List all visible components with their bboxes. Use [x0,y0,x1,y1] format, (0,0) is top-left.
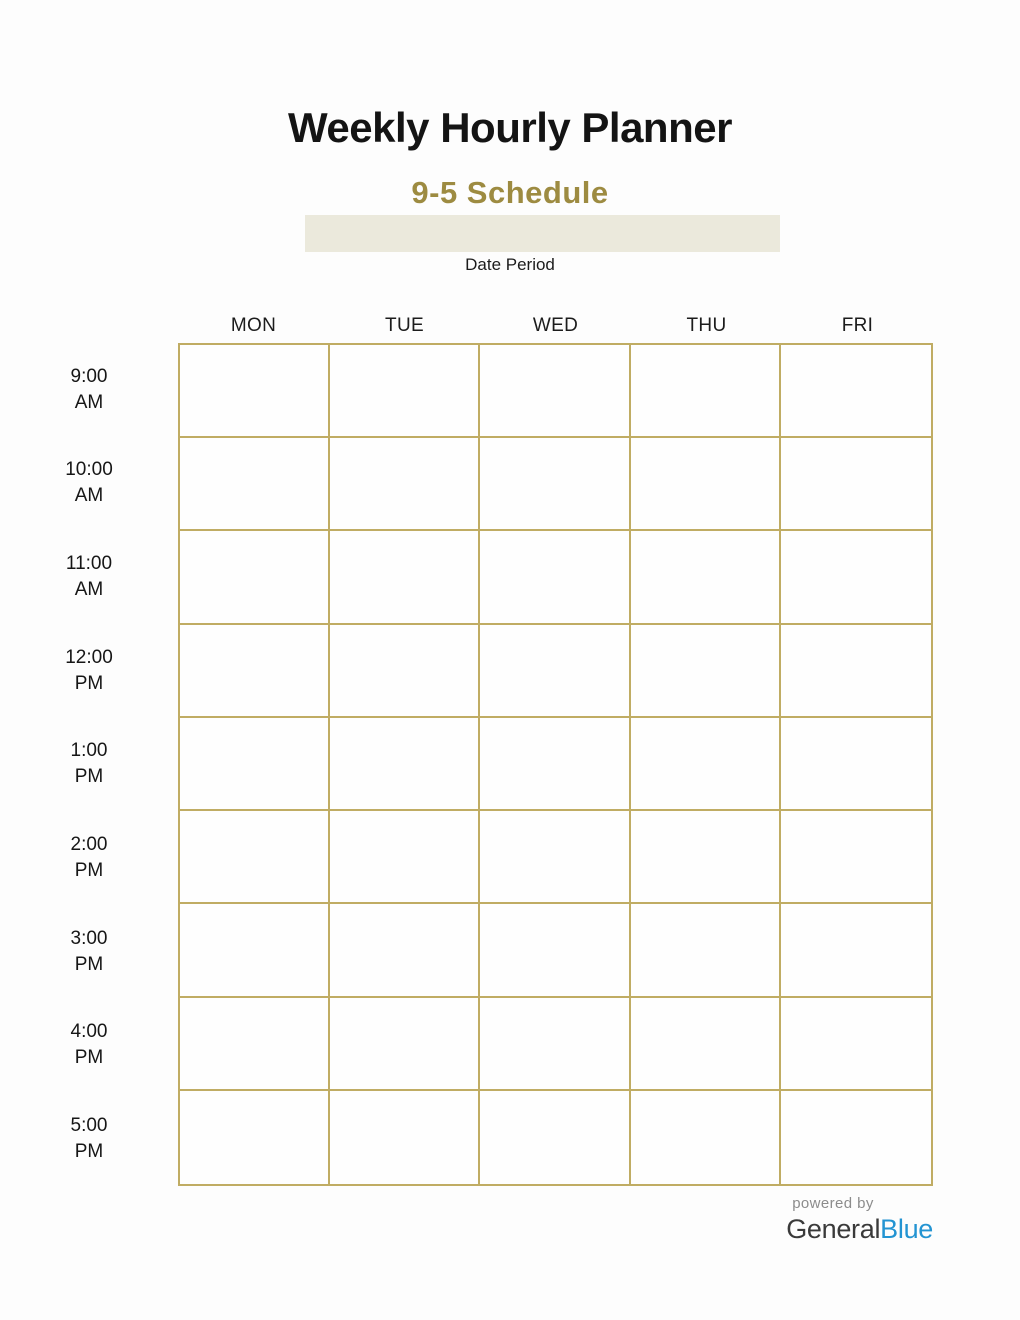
day-header-fri: FRI [841,315,874,336]
grid-cell[interactable] [631,625,781,718]
grid-cell[interactable] [781,904,931,997]
grid-cell[interactable] [330,438,480,531]
grid-cell[interactable] [781,438,931,531]
grid-cell[interactable] [781,531,931,624]
grid-cell[interactable] [480,345,630,438]
day-header-wed: WED [532,315,579,336]
grid-cell[interactable] [330,625,480,718]
grid-cell[interactable] [480,438,630,531]
grid-cell[interactable] [330,718,480,811]
grid-cell[interactable] [180,904,330,997]
grid-cell[interactable] [180,718,330,811]
grid-cell[interactable] [781,718,931,811]
page-title: Weekly Hourly Planner [288,104,732,152]
grid-cell[interactable] [781,811,931,904]
grid-cell[interactable] [180,438,330,531]
grid-cell[interactable] [180,998,330,1091]
grid-cell[interactable] [480,998,630,1091]
time-label-10am: 10:00 AM [65,459,113,507]
day-header-row [178,315,933,337]
brand-general-text: General [786,1214,881,1244]
time-label-2pm: 2:00 PM [70,834,108,882]
time-label-12pm: 12:00 PM [65,646,113,694]
grid-cell[interactable] [180,531,330,624]
grid-cell[interactable] [480,625,630,718]
time-label-11am: 11:00 AM [65,553,113,601]
powered-by-text: powered by [792,1195,874,1212]
grid-cell[interactable] [480,1091,630,1184]
date-period-input[interactable] [305,215,780,252]
grid-cell[interactable] [631,904,781,997]
time-label-4pm: 4:00 PM [70,1021,108,1069]
grid-cell[interactable] [180,345,330,438]
grid-cell[interactable] [480,531,630,624]
brand-blue-text: Blue [880,1214,933,1244]
grid-cell[interactable] [180,625,330,718]
grid-cell[interactable] [631,998,781,1091]
time-label-5pm: 5:00 PM [70,1115,108,1163]
grid-cell[interactable] [480,811,630,904]
grid-cell[interactable] [330,904,480,997]
planner-grid [178,343,933,1186]
grid-cell[interactable] [631,718,781,811]
footer-branding [786,1195,933,1245]
generalblue-logo [786,1213,933,1245]
grid-cell[interactable] [480,904,630,997]
grid-cell[interactable] [480,718,630,811]
grid-cell[interactable] [631,345,781,438]
page-subtitle: 9-5 Schedule [411,174,609,210]
grid-cell[interactable] [330,811,480,904]
grid-cell[interactable] [781,345,931,438]
grid-cell[interactable] [631,438,781,531]
time-label-1pm: 1:00 PM [70,740,108,788]
grid-cell[interactable] [631,1091,781,1184]
grid-cell[interactable] [330,345,480,438]
day-header-thu: THU [686,315,727,336]
grid-cell[interactable] [330,998,480,1091]
time-label-column [0,343,178,1186]
grid-cell[interactable] [781,998,931,1091]
time-label-3pm: 3:00 PM [70,927,108,975]
grid-cell[interactable] [330,1091,480,1184]
date-period-label: Date Period [465,255,555,274]
grid-cell[interactable] [781,625,931,718]
grid-cell[interactable] [330,531,480,624]
day-header-tue: TUE [385,315,424,336]
grid-cell[interactable] [631,531,781,624]
grid-cell[interactable] [180,811,330,904]
grid-cell[interactable] [631,811,781,904]
time-label-9am: 9:00 AM [70,365,108,413]
grid-cell[interactable] [180,1091,330,1184]
grid-cell[interactable] [781,1091,931,1184]
day-header-mon: MON [230,315,277,336]
